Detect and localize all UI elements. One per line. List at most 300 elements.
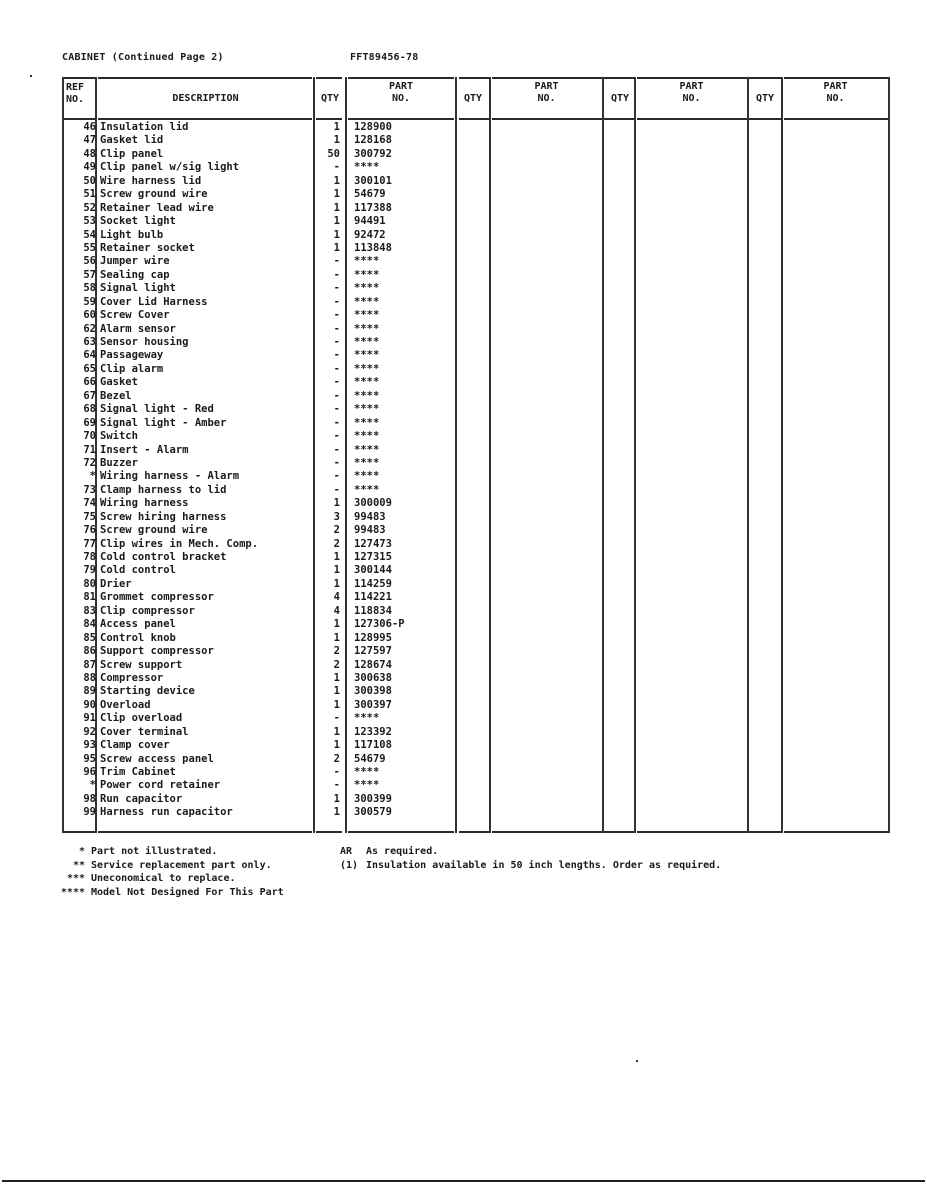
ref-cell: 74 — [83, 497, 96, 510]
qty-cell: 1 — [333, 564, 340, 577]
legend-mark: *** — [66, 873, 85, 884]
part-number-cell: **** — [354, 376, 380, 389]
column-divider — [747, 77, 749, 833]
table-row — [62, 309, 462, 322]
table-row — [62, 551, 462, 564]
table-row — [62, 269, 462, 282]
qty-cell: - — [333, 483, 340, 496]
ref-cell: 49 — [83, 161, 96, 174]
part-number-cell: **** — [354, 456, 380, 469]
qty-cell: 1 — [333, 631, 340, 644]
description-cell: Sensor housing — [100, 336, 189, 348]
qty-cell: - — [333, 403, 340, 416]
description-cell: Passageway — [100, 349, 164, 362]
section-title: CABINET (Continued Page 2) — [62, 52, 224, 63]
ref-cell: 68 — [83, 403, 96, 416]
table-row — [62, 685, 462, 698]
description-cell: Insert - Alarm — [100, 443, 189, 456]
table-row — [62, 161, 462, 174]
description-cell: Cover Lid Harness — [100, 295, 208, 308]
ref-cell: * — [89, 779, 96, 792]
table-row — [62, 229, 462, 242]
ref-cell: 55 — [83, 241, 96, 254]
ref-cell: 58 — [83, 282, 96, 295]
qty-cell: 1 — [333, 685, 340, 698]
table-bottom-rule — [316, 831, 342, 833]
ref-cell: 88 — [83, 671, 96, 684]
description-cell: Clip overload — [100, 712, 183, 725]
ref-header-line1: REF — [66, 82, 85, 93]
legend-text: Uneconomical to replace. — [91, 873, 236, 884]
legend-item — [55, 886, 284, 900]
part-number-cell: **** — [354, 282, 380, 295]
qty-cell: 1 — [333, 551, 340, 563]
ref-cell: 63 — [83, 336, 96, 348]
part-number-cell: 127315 — [354, 551, 392, 563]
description-cell: Jumper wire — [100, 255, 170, 268]
table-row — [62, 282, 462, 295]
table-top-rule — [492, 77, 602, 79]
description-cell: Wiring harness - Alarm — [100, 470, 240, 483]
part-number-cell: 128168 — [354, 134, 392, 147]
part-number-cell: 117388 — [354, 201, 392, 214]
description-cell: Retainer socket — [100, 241, 195, 254]
ref-cell: 90 — [83, 698, 96, 711]
table-row — [62, 605, 462, 618]
part-number-cell: **** — [354, 712, 380, 725]
table-row — [62, 578, 462, 591]
part-number-cell: 300399 — [354, 792, 392, 805]
legend-mark: (1) — [340, 859, 359, 871]
ref-cell: 79 — [83, 564, 96, 577]
part-no-header — [347, 81, 455, 105]
part-number-cell: 114259 — [354, 577, 392, 590]
ref-cell: * — [89, 470, 96, 483]
ref-cell: 83 — [83, 604, 96, 617]
table-bottom-rule — [492, 831, 602, 833]
part-number-cell: 118834 — [354, 604, 392, 617]
part-header-line1: PART — [534, 81, 559, 92]
table-bottom-rule — [604, 831, 634, 833]
qty-header: QTY — [755, 93, 775, 104]
description-cell: Switch — [100, 430, 138, 443]
table-row — [62, 134, 462, 147]
ref-header — [66, 82, 84, 106]
table-row — [62, 336, 462, 349]
table-row — [62, 659, 462, 672]
ref-cell: 91 — [83, 712, 96, 725]
table-row — [62, 403, 462, 416]
qty-cell: 1 — [333, 215, 340, 228]
qty-cell: - — [333, 766, 340, 778]
qty-cell: - — [333, 282, 340, 295]
qty-header: QTY — [610, 93, 630, 104]
qty-cell: 1 — [333, 497, 340, 510]
ref-cell: 80 — [83, 577, 96, 590]
part-number-cell: 300398 — [354, 685, 392, 698]
page-bottom-rule — [2, 1180, 925, 1182]
legend-text: Insulation available in 50 inch lengths. Order as required. — [366, 859, 722, 871]
header-rule — [98, 118, 312, 120]
description-cell: Gasket — [100, 376, 138, 389]
table-top-rule — [784, 77, 890, 79]
ref-cell: 53 — [83, 215, 96, 228]
scan-speck — [636, 1060, 638, 1062]
header-rule — [749, 118, 781, 120]
table-row — [62, 121, 462, 134]
part-number-cell: 127306-P — [354, 618, 405, 631]
part-header-line1: PART — [679, 81, 704, 92]
table-bottom-rule — [784, 831, 890, 833]
qty-cell: - — [333, 322, 340, 335]
table-row — [62, 255, 462, 268]
qty-header: QTY — [320, 93, 340, 104]
part-number-cell: **** — [354, 255, 380, 268]
part-number-cell: 113848 — [354, 241, 392, 254]
description-cell: Clamp harness to lid — [100, 483, 227, 496]
header-rule — [784, 118, 890, 120]
description-cell: Signal light — [100, 282, 176, 295]
header-rule — [637, 118, 747, 120]
part-number-cell: 123392 — [354, 725, 392, 738]
part-header-line1: PART — [823, 81, 848, 92]
parts-table — [62, 77, 890, 833]
column-divider — [634, 77, 636, 833]
table-body — [62, 121, 462, 820]
legend-text: Service replacement part only. — [91, 859, 272, 871]
qty-cell: - — [333, 779, 340, 792]
header-rule — [459, 118, 489, 120]
qty-cell: 1 — [333, 174, 340, 187]
part-no-header — [491, 81, 602, 105]
ref-cell: 62 — [83, 322, 96, 335]
description-cell: Starting device — [100, 685, 195, 698]
description-cell: Run capacitor — [100, 792, 183, 805]
description-cell: Buzzer — [100, 456, 138, 469]
legend-item — [340, 845, 721, 859]
qty-cell: - — [333, 349, 340, 362]
table-row — [62, 390, 462, 403]
part-number-cell: **** — [354, 470, 380, 483]
qty-cell: 1 — [333, 228, 340, 241]
qty-cell: - — [333, 389, 340, 402]
part-number-cell: **** — [354, 403, 380, 416]
description-cell: Wiring harness — [100, 497, 189, 510]
table-bottom-rule — [62, 831, 95, 833]
part-number-cell: 300579 — [354, 806, 392, 819]
part-number-cell: 99483 — [354, 510, 386, 523]
description-cell: Drier — [100, 577, 132, 590]
description-cell: Signal light - Red — [100, 403, 214, 416]
qty-cell: - — [333, 712, 340, 725]
qty-cell: 1 — [333, 577, 340, 590]
table-bottom-rule — [637, 831, 747, 833]
table-row — [62, 538, 462, 551]
qty-cell: 4 — [333, 591, 340, 604]
table-row — [62, 484, 462, 497]
table-row — [62, 591, 462, 604]
ref-cell: 81 — [83, 591, 96, 604]
part-number-cell: **** — [354, 349, 380, 362]
table-bottom-rule — [459, 831, 489, 833]
part-number-cell: 300009 — [354, 497, 392, 510]
qty-cell: 1 — [333, 188, 340, 201]
header-rule — [492, 118, 602, 120]
ref-cell: 47 — [83, 134, 96, 147]
table-top-rule — [62, 77, 95, 79]
table-bottom-rule — [348, 831, 454, 833]
legend-item — [55, 859, 284, 873]
table-row — [62, 242, 462, 255]
legend-mark: * — [78, 846, 85, 857]
description-cell: Screw Cover — [100, 309, 170, 322]
qty-cell: - — [333, 309, 340, 322]
qty-cell: 2 — [333, 658, 340, 671]
qty-cell: 3 — [333, 510, 340, 523]
part-number-cell: 300792 — [354, 147, 392, 160]
qty-header: QTY — [463, 93, 483, 104]
table-row — [62, 444, 462, 457]
part-number-cell: **** — [354, 430, 380, 443]
description-cell: Support compressor — [100, 645, 214, 658]
part-header-line1: PART — [388, 81, 414, 92]
table-row — [62, 323, 462, 336]
description-cell: Cover terminal — [100, 725, 189, 738]
description-cell: Wire harness lid — [100, 174, 202, 187]
description-cell: Cold control bracket — [100, 551, 227, 563]
table-row — [62, 202, 462, 215]
part-number-cell: **** — [354, 779, 380, 792]
table-row — [62, 215, 462, 228]
column-divider — [781, 77, 783, 833]
qty-cell: 1 — [333, 241, 340, 254]
ref-cell: 96 — [83, 766, 96, 778]
part-number-cell: **** — [354, 483, 380, 496]
qty-cell: 50 — [327, 147, 340, 160]
qty-cell: 2 — [333, 524, 340, 537]
description-cell: Harness run capacitor — [100, 806, 233, 819]
ref-cell: 89 — [83, 685, 96, 698]
table-row — [62, 497, 462, 510]
table-row — [62, 779, 462, 792]
qty-cell: 1 — [333, 806, 340, 819]
part-number-cell: **** — [354, 443, 380, 456]
qty-cell: - — [333, 295, 340, 308]
table-top-rule — [316, 77, 342, 79]
ref-cell: 59 — [83, 295, 96, 308]
part-header-line2: NO. — [826, 93, 845, 104]
legend-item — [340, 859, 721, 873]
table-row — [62, 524, 462, 537]
qty-cell: 2 — [333, 752, 340, 765]
description-cell: Compressor — [100, 671, 164, 684]
table-row — [62, 349, 462, 362]
description-cell: Gasket lid — [100, 134, 164, 147]
part-number-cell: **** — [354, 268, 380, 281]
description-cell: Clip panel w/sig light — [100, 161, 240, 174]
part-number-cell: **** — [354, 389, 380, 402]
part-number-cell: 128674 — [354, 658, 392, 671]
table-row — [62, 417, 462, 430]
description-header: DESCRIPTION — [172, 93, 239, 104]
qty-cell: 4 — [333, 604, 340, 617]
ref-cell: 64 — [83, 349, 96, 362]
part-header-line2: NO. — [537, 93, 556, 104]
part-number-cell: 94491 — [354, 215, 386, 228]
part-number-cell: **** — [354, 322, 380, 335]
table-row — [62, 766, 462, 779]
table-row — [62, 632, 462, 645]
table-row — [62, 296, 462, 309]
qty-cell: - — [333, 268, 340, 281]
legend-left — [55, 845, 284, 899]
part-number-cell: 300397 — [354, 698, 392, 711]
ref-cell: 54 — [83, 228, 96, 241]
description-cell: Sealing cap — [100, 268, 170, 281]
ref-cell: 51 — [83, 188, 96, 201]
qty-cell: 1 — [333, 201, 340, 214]
table-bottom-rule — [98, 831, 312, 833]
table-top-rule — [459, 77, 489, 79]
table-top-rule — [749, 77, 781, 79]
table-row — [62, 376, 462, 389]
qty-cell: 1 — [333, 739, 340, 752]
description-cell: Bezel — [100, 389, 132, 402]
table-row — [62, 363, 462, 376]
description-cell: Cold control — [100, 564, 176, 577]
part-header-line2: NO. — [391, 93, 411, 104]
ref-cell: 98 — [83, 792, 96, 805]
qty-cell: - — [333, 255, 340, 268]
qty-cell: - — [333, 430, 340, 443]
qty-cell: - — [333, 456, 340, 469]
description-cell: Clip wires in Mech. Comp. — [100, 537, 259, 550]
ref-cell: 78 — [83, 551, 96, 563]
table-row — [62, 672, 462, 685]
description-cell: Clip alarm — [100, 362, 164, 375]
part-number-cell: **** — [354, 416, 380, 429]
ref-cell: 52 — [83, 201, 96, 214]
qty-cell: - — [333, 416, 340, 429]
column-divider — [489, 77, 491, 833]
description-cell: Overload — [100, 698, 151, 711]
ref-cell: 60 — [83, 309, 96, 322]
ref-cell: 67 — [83, 389, 96, 402]
ref-cell: 57 — [83, 268, 96, 281]
ref-cell: 76 — [83, 524, 96, 537]
part-number-cell: 300638 — [354, 671, 392, 684]
column-divider — [602, 77, 604, 833]
qty-cell: 2 — [333, 537, 340, 550]
table-top-rule — [98, 77, 312, 79]
description-cell: Grommet compressor — [100, 591, 214, 604]
table-row — [62, 618, 462, 631]
table-top-rule — [348, 77, 454, 79]
ref-cell: 65 — [83, 362, 96, 375]
ref-cell: 86 — [83, 645, 96, 658]
description-cell: Insulation lid — [100, 121, 189, 133]
description-cell: Light bulb — [100, 228, 164, 241]
document-number: FFT89456-78 — [350, 52, 419, 63]
table-row — [62, 457, 462, 470]
part-number-cell: **** — [354, 309, 380, 322]
table-row — [62, 188, 462, 201]
table-top-rule — [604, 77, 634, 79]
description-cell: Screw hiring harness — [100, 510, 227, 523]
header-rule — [604, 118, 634, 120]
description-cell: Screw ground wire — [100, 188, 208, 201]
ref-cell: 70 — [83, 430, 96, 443]
legend-item — [55, 872, 284, 886]
table-row — [62, 470, 462, 483]
description-cell: Signal light - Amber — [100, 416, 227, 429]
description-cell: Screw access panel — [100, 752, 214, 765]
description-cell: Access panel — [100, 618, 176, 631]
qty-cell: 2 — [333, 645, 340, 658]
description-cell: Screw ground wire — [100, 524, 208, 537]
description-cell: Socket light — [100, 215, 176, 228]
scan-speck — [30, 75, 32, 77]
part-number-cell: 128900 — [354, 121, 392, 133]
ref-header-line2: NO. — [66, 94, 85, 105]
ref-cell: 95 — [83, 752, 96, 765]
ref-cell: 46 — [83, 121, 96, 133]
qty-cell: 1 — [333, 134, 340, 147]
part-number-cell: 127473 — [354, 537, 392, 550]
header-rule — [62, 118, 95, 120]
table-top-rule — [637, 77, 747, 79]
header-rule — [316, 118, 342, 120]
table-row — [62, 148, 462, 161]
table-row — [62, 175, 462, 188]
ref-cell: 77 — [83, 537, 96, 550]
table-row — [62, 753, 462, 766]
legend-mark: AR — [340, 846, 353, 857]
description-cell: Clip compressor — [100, 604, 195, 617]
description-cell: Trim Cabinet — [100, 766, 176, 778]
part-number-cell: 128995 — [354, 631, 392, 644]
table-row — [62, 806, 462, 819]
table-bottom-rule — [749, 831, 781, 833]
ref-cell: 50 — [83, 174, 96, 187]
qty-cell: - — [333, 376, 340, 389]
part-number-cell: **** — [354, 766, 380, 778]
ref-cell: 48 — [83, 147, 96, 160]
qty-cell: 1 — [333, 671, 340, 684]
legend-text: Part not illustrated. — [91, 846, 218, 857]
ref-cell: 69 — [83, 416, 96, 429]
ref-cell: 73 — [83, 483, 96, 496]
part-number-cell: 99483 — [354, 524, 386, 537]
ref-cell: 85 — [83, 631, 96, 644]
ref-cell: 99 — [83, 806, 96, 819]
qty-cell: 1 — [333, 121, 340, 133]
part-number-cell: 54679 — [354, 752, 386, 765]
table-row — [62, 699, 462, 712]
part-no-header — [636, 81, 747, 105]
legend-text: As required. — [366, 846, 439, 857]
qty-cell: 1 — [333, 725, 340, 738]
part-number-cell: 114221 — [354, 591, 392, 604]
description-cell: Control knob — [100, 631, 176, 644]
part-number-cell: **** — [354, 161, 380, 174]
qty-cell: - — [333, 470, 340, 483]
ref-cell: 92 — [83, 725, 96, 738]
part-header-line2: NO. — [682, 93, 701, 104]
table-row — [62, 430, 462, 443]
part-number-cell: 117108 — [354, 739, 392, 752]
qty-cell: - — [333, 443, 340, 456]
